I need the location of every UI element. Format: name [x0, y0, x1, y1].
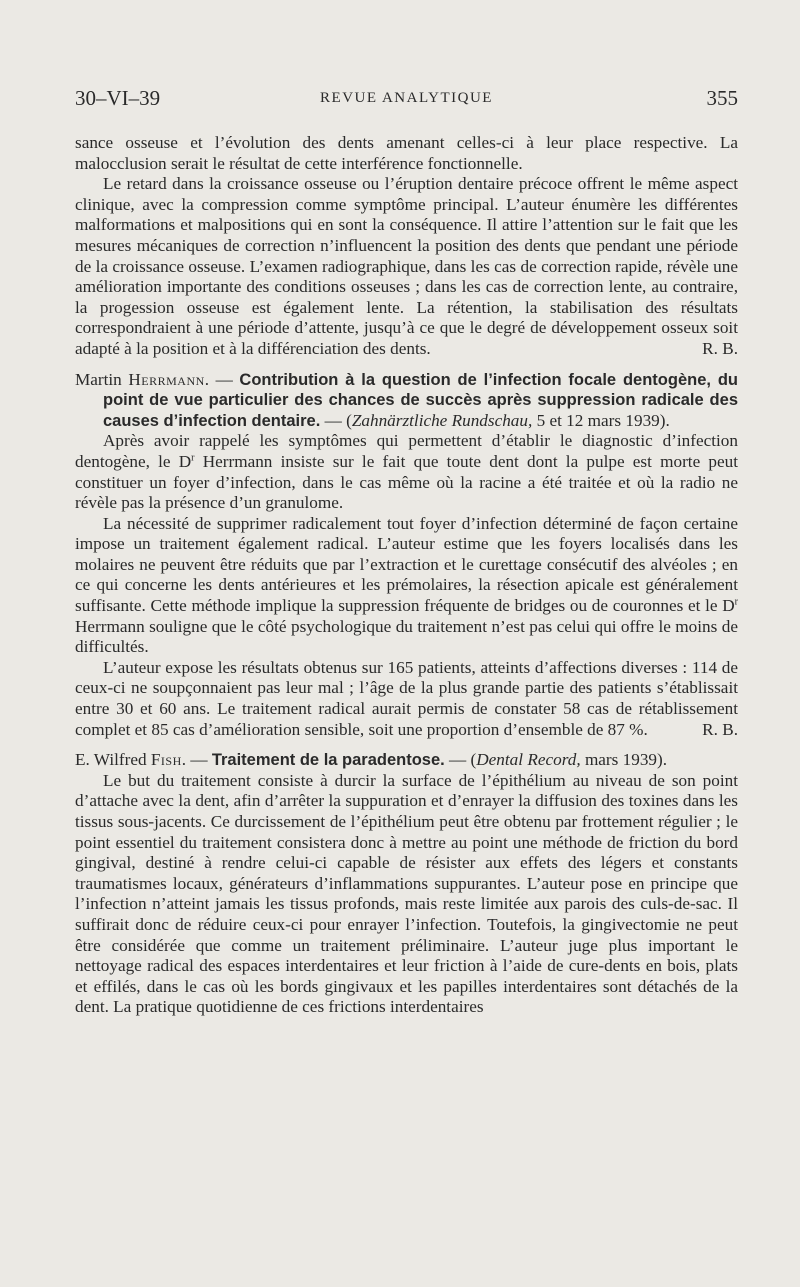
- paragraph: [75, 431, 738, 513]
- author-first-name: Martin: [75, 369, 122, 389]
- article-date: 5 et 12 mars 1939).: [532, 410, 670, 430]
- paragraph: [75, 514, 738, 658]
- article-title: Contribution à la question de l’infection focale dentogène, du point de vue particulier des chances de succès après suppression radicale des causes d’infection dentaire.: [103, 370, 738, 430]
- superscript: r: [734, 596, 738, 608]
- article-title: Traitement de la paradentose.: [211, 751, 445, 770]
- paragraph-continued: sance osseuse et l’évolution des dents amenant celles-ci à leur place respective. La malocclusion serait le résultat de cette interférence fonctionnelle.: [75, 133, 738, 173]
- author-last-name: Herrmann: [128, 369, 205, 389]
- header-date: 30–VI–39: [75, 86, 161, 110]
- heading-separator: — (: [444, 750, 477, 770]
- article-heading: [75, 370, 738, 432]
- paragraph-text: Après avoir rappelé les symptômes qui permettent d’établir le diagnostic d’infection dentogène, le D: [75, 431, 738, 471]
- reviewer-initials: R. B.: [702, 719, 738, 739]
- superscript: r: [191, 452, 195, 464]
- paragraph: Le but du traitement consiste à durcir la surface de l’épithélium au niveau de son point d’attache avec la dent, afin d’arrêter la suppuration et d’enrayer la diffusion des toxines dans les tissus sous-jacents. Ce durcissement de l’épithélium peut être obtenu par frottement régulier ; le point essentiel du traitement consistera donc à mettre au point une méthode de friction du bord gingival, destiné à rendre celui-ci capable de résister aux effets des légers et constants traumatismes locaux, générateurs d’inflammations suppurantes. L’auteur pose en principe que l’infection n’atteint jamais les tissus profonds, mais reste limitée aux parois des culs-de-sac. Il suffirait donc de réduire ceux-ci pour enrayer l’infection. Toutefois, la gingivectomie ne peut être considérée que comme un traitement préliminaire. L’auteur juge plus important le nettoyage radical des espaces interdentaires et leur friction à l’aide de cure-dents en bois, plats et effilés, dans le cas où les bords gingivaux et les papilles interdentaires sont détachés de la dent. La pratique quotidienne de ces frictions interdentaires: [75, 770, 738, 1017]
- author-last-name: Fish: [150, 750, 182, 770]
- article-source: Dental Record,: [476, 750, 581, 770]
- journal-title: REVUE ANALYTIQUE: [320, 90, 493, 106]
- heading-separator: — (: [320, 410, 352, 430]
- heading-separator: . —: [204, 369, 240, 389]
- paragraph-text: La nécessité de supprimer radicalement tout foyer d’infection déterminé de façon certaine impose un traitement également radical. L’auteur estime que les foyers localisés dans les molaires ne peuvent être réduits que par l’extraction et le curettage consécutif des alvéoles ; en ce qui concerne les dents antérieures et les prémolaires, la résection apicale est généralement suffisante. Cette méthode implique la suppression fréquente de bridges ou de couronnes et le D: [75, 513, 738, 616]
- paragraph-text: Herrmann insiste sur le fait que toute dent dont la pulpe est morte peut constituer un foyer d’infection, dans le cas même où la racine a été traitée et où la radio ne révèle pas la présence d’un granulome.: [75, 451, 738, 513]
- heading-separator: . —: [181, 750, 212, 770]
- article-heading: [75, 750, 738, 771]
- paragraph-text: Herrmann souligne que le côté psychologique du traitement n’est pas celui qui offre le moins de difficultés.: [75, 616, 738, 657]
- paragraph-text: L’auteur expose les résultats obtenus sur 165 patients, atteints d’affections diverses : 114 de ceux-ci ne soupçonnaient pas leur mal ; l’âge de la plus grande partie des patients s’établissait entre 30 et 60 ans. Le traitement radical aurait permis de constater 58 cas de rétablissement complet et 85 cas d’amélioration sensible, soit une proportion d’ensemble de 87 %.: [75, 657, 738, 739]
- running-header: [75, 86, 738, 116]
- reviewer-initials: R. B.: [702, 338, 738, 358]
- article-date: mars 1939).: [580, 750, 668, 770]
- author-first-name: E. Wilfred: [75, 750, 147, 770]
- paragraph: [75, 174, 738, 359]
- paragraph-text: Le retard dans la croissance osseuse ou l’éruption dentaire précoce offrent le même aspect clinique, avec la compression comme symptôme principal. L’auteur énumère les différentes malformations et malpositions qui en sont la conséquence. Il attire l’attention sur le fait que les mesures mécaniques de correction n’influencent la position des dents que pendant une période de la croissance osseuse. L’examen radiographique, dans les cas de correction rapide, révèle une amélioration importante des conditions osseuses ; dans les cas de correction lente, au contraire, la progession osseuse est également lente. La rétention, la stabilisation des résultats correspondraient à une période d’attente, jusqu’à ce que le degré de développement osseux soit adapté à la position et à la différenciation des dents.: [75, 174, 738, 358]
- page-number: 355: [706, 86, 738, 110]
- paragraph: [75, 658, 738, 740]
- page-body: [75, 133, 738, 1018]
- article-source: Zahnärztliche Rundschau,: [351, 410, 533, 430]
